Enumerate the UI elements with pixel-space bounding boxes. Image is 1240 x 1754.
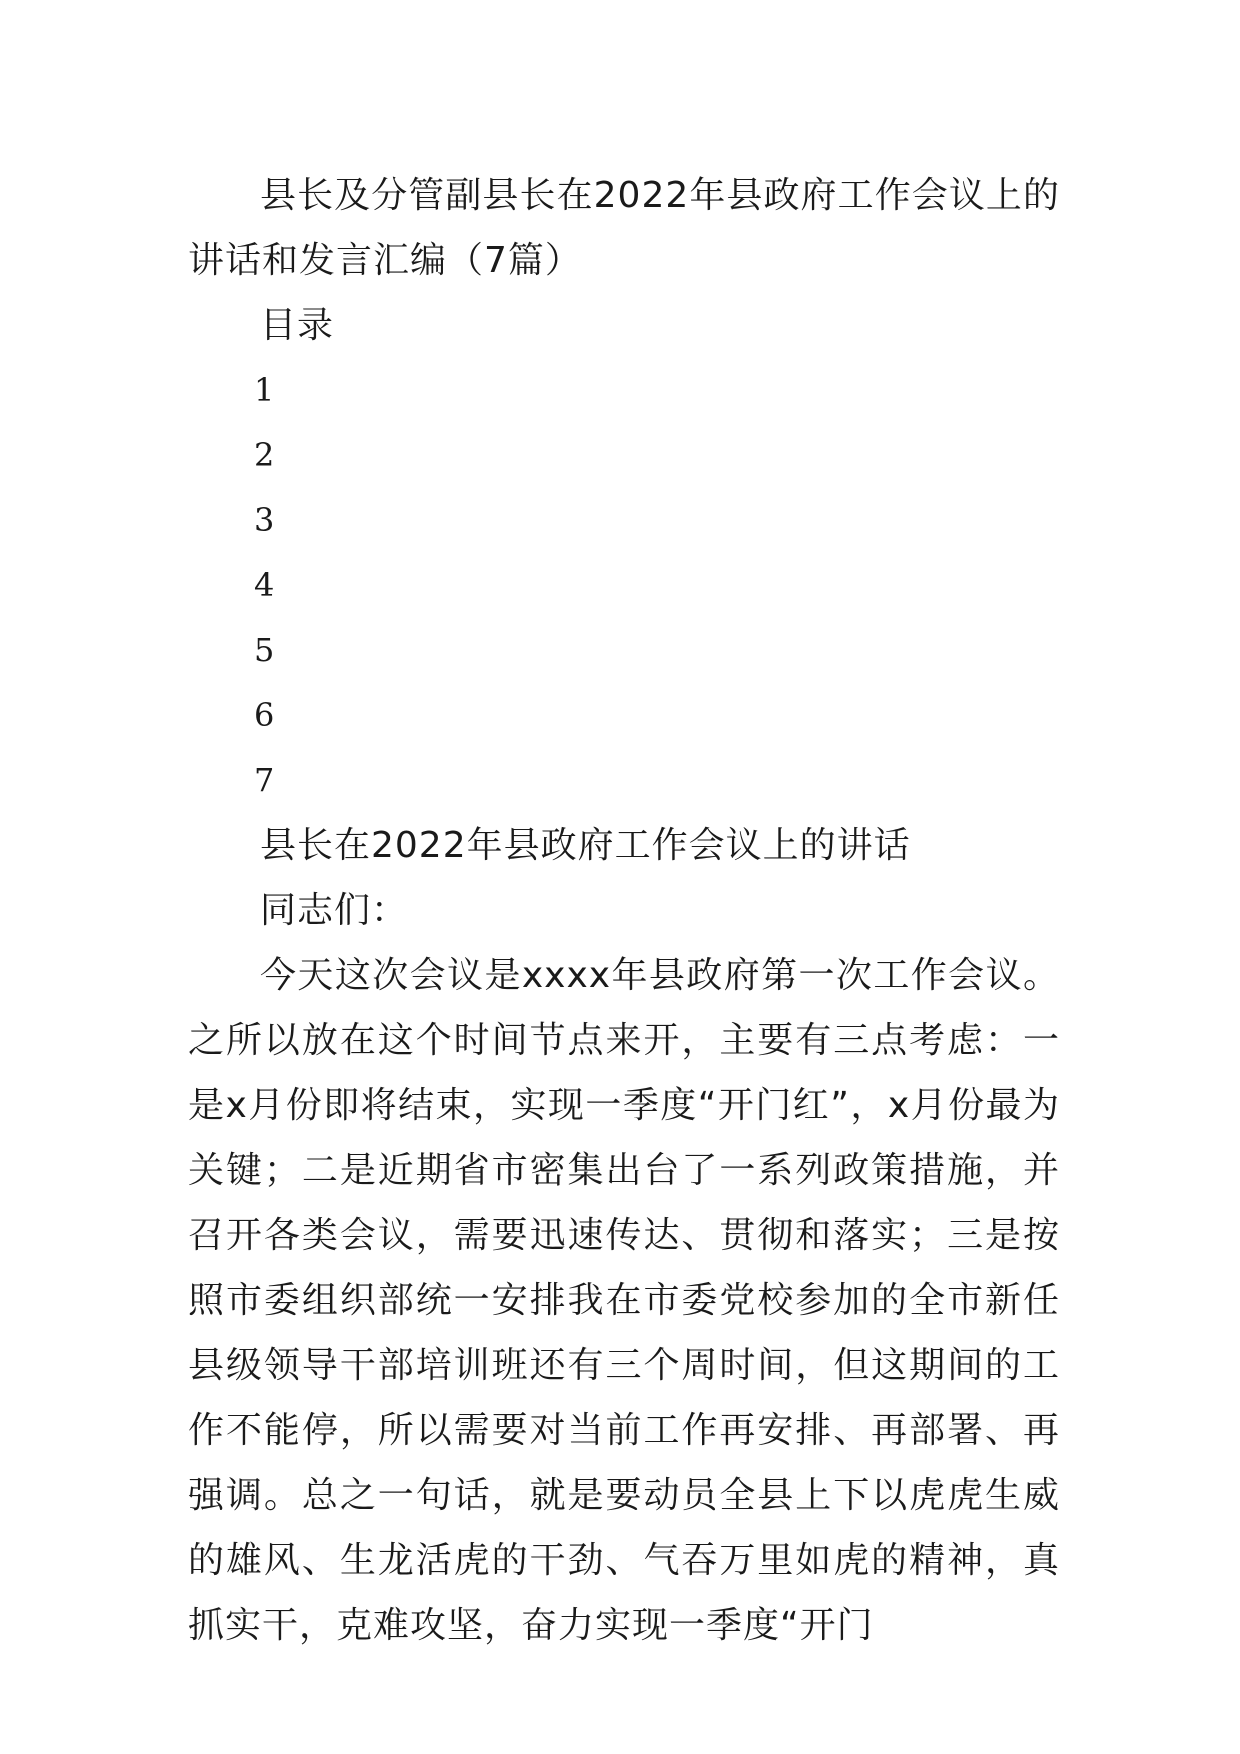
toc-item: 5: [254, 631, 276, 669]
toc-item: 6: [254, 696, 276, 734]
toc-heading: 目录: [260, 305, 335, 346]
toc-item: 7: [254, 761, 276, 799]
toc-item: 4: [254, 566, 276, 604]
toc-item: 2: [254, 436, 276, 474]
document-title: 县长及分管副县长在2022年县政府工作会议上的讲话和发言汇编（7篇）: [188, 175, 1060, 281]
toc-item: 3: [254, 501, 276, 539]
toc-item: 1: [254, 371, 276, 409]
section-title: 县长在2022年县政府工作会议上的讲话: [260, 825, 911, 866]
salutation: 同志们：: [260, 890, 409, 931]
body-paragraph: 今天这次会议是xxxx年县政府第一次工作会议。之所以放在这个时间节点来开，主要有三点考虑：一是x月份即将结束，实现一季度“开门红”，x月份最为关键；二是近期省市密集出台了一系列政策措施，并召开各类会议，需要迅速传达、贯彻和落实；三是按照市委组织部统一安排我在市委党校参加的全市新任县级领导干部培训班还有三个周时间，但这期间的工作不能停，所以需要对当前工作再安排、再部署、再强调。总之一句话，就是要动员全县上下以虎虎生威的雄风、生龙活虎的干劲、气吞万里如虎的精神，真抓实干，克难攻坚，奋力实现一季度“开门: [188, 955, 1060, 1646]
document-content: [188, 163, 1060, 1658]
